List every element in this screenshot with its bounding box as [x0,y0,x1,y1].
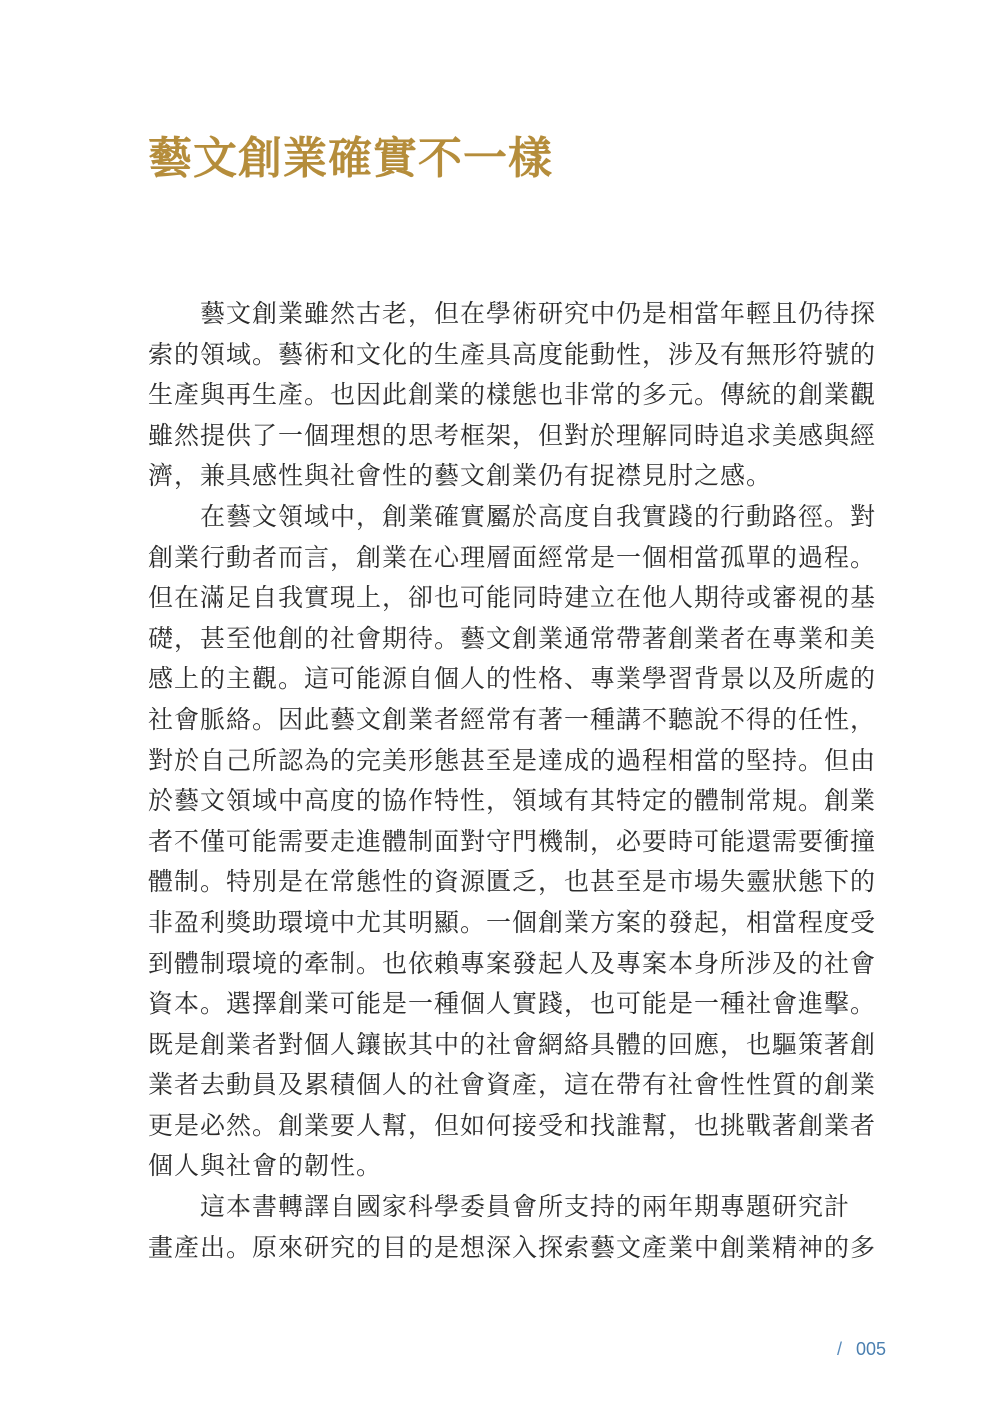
text-line: 非盈利獎助環境中尤其明顯。一個創業方案的發起，相當程度受 [148,907,877,937]
text-line: 對於自己所認為的完美形態甚至是達成的過程相當的堅持。但由 [148,745,877,775]
body-text [148,294,888,1268]
text-line: 生產與再生產。也因此創業的樣態也非常的多元。傳統的創業觀 [148,380,877,410]
text-line: 體制。特別是在常態性的資源匱乏，也甚至是市場失靈狀態下的 [148,867,877,897]
text-line: 礎，甚至他創的社會期待。藝文創業通常帶著創業者在專業和美 [148,623,877,653]
page-number: 005 [855,1339,886,1359]
page-footer [837,1336,886,1362]
text-line: 資本。選擇創業可能是一種個人實踐，也可能是一種社會進擊。 [148,989,877,1019]
text-line: 感上的主觀。這可能源自個人的性格、專業學習背景以及所處的 [148,664,877,694]
text-line: 創業行動者而言，創業在心理層面經常是一個相當孤單的過程。 [148,542,877,572]
text-line: 者不僅可能需要走進體制面對守門機制，必要時可能還需要衝撞 [148,826,877,856]
text-line: 但在滿足自我實現上，卻也可能同時建立在他人期待或審視的基 [148,583,877,613]
text-line: 既是創業者對個人鑲嵌其中的社會網絡具體的回應，也驅策著創 [148,1029,877,1059]
footer-separator: / [836,1339,842,1359]
text-line: 索的領域。藝術和文化的生產具高度能動性，涉及有無形符號的 [148,339,877,369]
text-line: 更是必然。創業要人幫，但如何接受和找誰幫，也挑戰著創業者 [148,1110,877,1140]
text-line: 在藝文領域中，創業確實屬於高度自我實踐的行動路徑。對 [148,501,877,531]
text-line: 業者去動員及累積個人的社會資產，這在帶有社會性性質的創業 [148,1070,877,1100]
text-line: 藝文創業雖然古老，但在學術研究中仍是相當年輕且仍待探 [148,299,877,328]
text-line: 雖然提供了一個理想的思考框架，但對於理解同時追求美感與經 [148,420,877,450]
text-line: 於藝文領域中高度的協作特性，領域有其特定的體制常規。創業 [148,786,877,816]
text-line: 畫產出。原來研究的目的是想深入探索藝文產業中創業精神的多 [148,1232,877,1262]
text-line: 到體制環境的牽制。也依賴專案發起人及專案本身所涉及的社會 [148,948,877,978]
text-line: 個人與社會的韌性。 [148,1151,383,1181]
text-line: 濟，兼具感性與社會性的藝文創業仍有捉襟見肘之感。 [148,461,773,491]
page-title: 藝文創業確實不一樣 [148,133,553,184]
text-line: 社會脈絡。因此藝文創業者經常有著一種講不聽說不得的任性， [148,704,877,734]
text-line: 這本書轉譯自國家科學委員會所支持的兩年期專題研究計 [148,1192,851,1222]
